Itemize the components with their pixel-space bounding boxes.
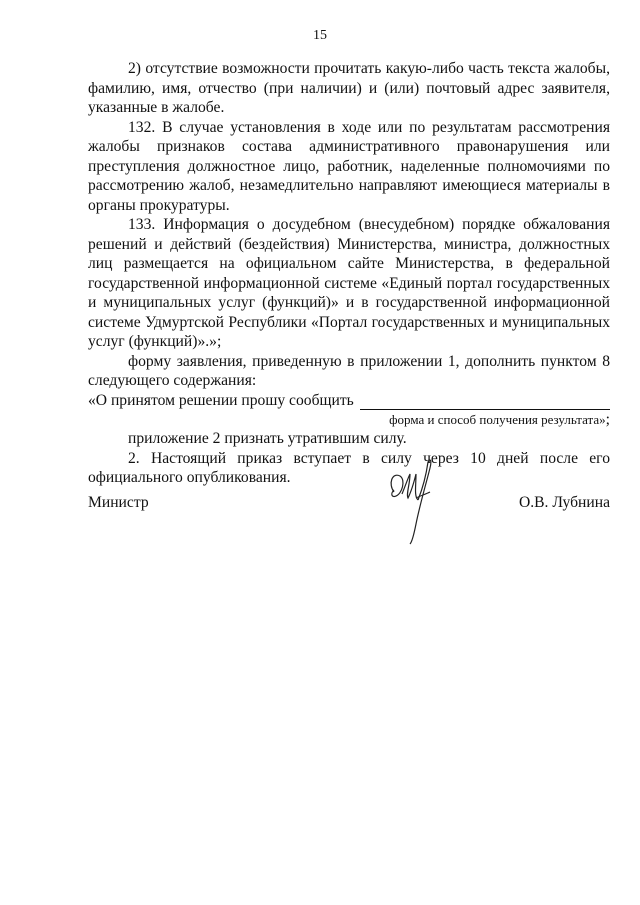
fill-in-caption-punctuation: ; [605, 411, 610, 428]
signature-block [88, 494, 610, 544]
paragraph-133: 133. Информация о досудебном (внесудебном) порядке обжалования решений и действий (бездействия) Министерства, министра, должностных лиц размещается на официальном сайте Министерства, в федеральной государственной информационной системе «Единый портал государственных и муниципальных услуг (функций)» и в государственной информационной системе Удмуртской Республики «Портал государственных и муниципальных услуг (функций)».»; [88, 216, 610, 350]
result-request-line [88, 391, 610, 411]
handwritten-signature [386, 454, 436, 546]
fill-in-caption-text: форма и способ получения результата» [389, 412, 606, 427]
page-number: 15 [313, 28, 327, 43]
paragraph-form-amendment: форму заявления, приведенную в приложении 1, дополнить пунктом 8 следующего содержания: [88, 352, 610, 389]
signatory-name: О.В. Лубнина [518, 494, 610, 511]
paragraph-annex-2-void: приложение 2 признать утратившим силу. [128, 430, 407, 447]
paragraph-item-2: 2) отсутствие возможности прочитать какую-либо часть текста жалобы, фамилию, имя, отчество (при наличии) и (или) почтовый адрес заявителя, указанные в жалобе. [88, 60, 610, 116]
result-request-text: «О принятом решении прошу сообщить [88, 391, 354, 409]
paragraph-132: 132. В случае установления в ходе или по результатам рассмотрения жалобы признаков состава административного правонарушения или преступления должностное лицо, работник, наделенные полномочиями по рассмотрению жалоб, незамедлительно направляют имеющиеся материалы в органы прокуратуры. [88, 118, 610, 214]
fill-in-caption [88, 410, 610, 429]
paragraph-effective-date: 2. Настоящий приказ вступает в силу через 10 дней после его официального опубликования. [88, 449, 610, 486]
signatory-title: Министр [88, 494, 149, 511]
document-body [88, 59, 610, 488]
fill-in-blank [360, 395, 610, 410]
